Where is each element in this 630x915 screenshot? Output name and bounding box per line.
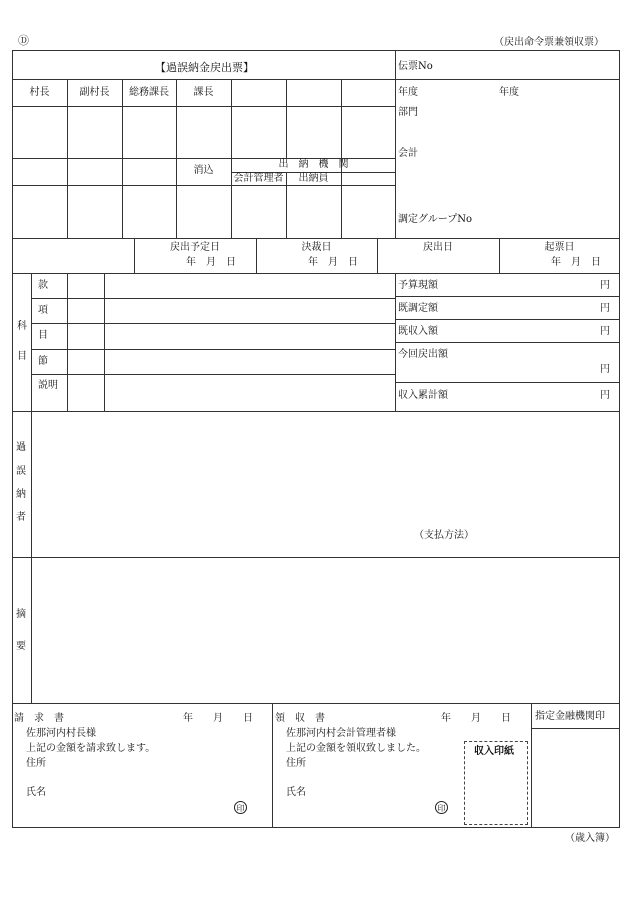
budget-amount-label: 予算現額 <box>398 280 438 291</box>
payer-label-char-4: 者 <box>16 512 26 523</box>
received-yen: 円 <box>600 326 610 337</box>
cumulative-amount-label: 収入累計額 <box>398 390 448 401</box>
receipt-seal-mark: 印 <box>435 801 448 814</box>
revenue-stamp-label: 収入印紙 <box>474 746 514 757</box>
issue-date-ymd: 年 月 日 <box>551 257 601 268</box>
cashier-label: 出納員 <box>298 173 329 184</box>
payment-method-label: （支払方法） <box>414 530 474 541</box>
department-label: 部門 <box>398 107 418 118</box>
planned-date-label: 戻出予定日 <box>170 242 220 253</box>
subject-row-setsu: 節 <box>38 356 48 367</box>
form-type-label: （戻出命令票兼領収票） <box>494 37 604 48</box>
claim-statement: 上記の金額を請求致します。 <box>26 743 156 754</box>
this-refund-yen: 円 <box>600 364 610 375</box>
receipt-name-label: 氏名 <box>286 787 306 798</box>
cumulative-yen: 円 <box>600 390 610 401</box>
treasury-label: 出 納 機 関 <box>278 159 349 170</box>
issue-date-label: 起票日 <box>544 242 575 253</box>
refund-date-label: 戻出日 <box>423 242 453 253</box>
receipt-addressee: 佐那河内村会計管理者様 <box>286 728 396 739</box>
claim-address-label: 住所 <box>26 758 46 769</box>
payer-label-char-3: 納 <box>16 489 26 500</box>
subject-row-moku: 目 <box>38 330 48 341</box>
claim-name-label: 氏名 <box>26 787 46 798</box>
planned-date-ymd: 年 月 日 <box>186 257 236 268</box>
approval-section-chief: 課長 <box>193 87 214 98</box>
payer-label-char-1: 過 <box>16 442 26 453</box>
revenue-book-label: （歳入簿） <box>565 833 615 844</box>
slip-no-label: 伝票No <box>398 61 433 72</box>
decision-date-ymd: 年 月 日 <box>308 257 358 268</box>
payer-label-char-2: 誤 <box>16 466 26 477</box>
accounting-label: 会計 <box>398 148 418 159</box>
form-mark: Ⓓ <box>18 34 29 47</box>
claim-seal-mark: 印 <box>234 801 247 814</box>
adjusted-amount-label: 既調定額 <box>398 303 438 314</box>
receipt-date: 年 月 日 <box>441 713 511 724</box>
subject-row-description: 説明 <box>38 380 58 391</box>
erasure-label: 消込 <box>193 165 214 176</box>
subject-row-kan: 款 <box>38 280 48 291</box>
budget-yen: 円 <box>600 280 610 291</box>
this-refund-label: 今回戻出額 <box>398 349 448 360</box>
receipt-address-label: 住所 <box>286 758 306 769</box>
summary-label-char-2: 要 <box>16 641 26 652</box>
subject-label-char-2: 目 <box>17 351 27 362</box>
claim-date: 年 月 日 <box>183 713 253 724</box>
receipt-statement: 上記の金額を領収致しました。 <box>286 743 426 754</box>
accounting-manager-label: 会計管理者 <box>233 173 284 184</box>
summary-label-char-1: 摘 <box>16 609 26 620</box>
received-amount-label: 既収入額 <box>398 326 438 337</box>
claim-addressee: 佐那河内村長様 <box>26 728 96 739</box>
form-title: 【過誤納金戻出票】 <box>155 61 254 74</box>
receipt-title: 領 収 書 <box>275 713 325 724</box>
approval-village-head: 村長 <box>29 87 50 98</box>
subject-row-kou: 項 <box>38 305 48 316</box>
fiscal-year-label-2: 年度 <box>499 87 519 98</box>
fiscal-year-label-1: 年度 <box>398 87 418 98</box>
designated-bank-seal-label: 指定金融機関印 <box>535 711 605 722</box>
decision-date-label: 決裁日 <box>301 242 332 253</box>
subject-label-char-1: 科 <box>17 321 27 332</box>
adjust-group-label: 調定グループNo <box>398 214 472 225</box>
approval-deputy-head: 副村長 <box>79 87 110 98</box>
claim-title: 請 求 書 <box>14 713 64 724</box>
approval-general-affairs-chief: 総務課長 <box>129 87 169 98</box>
adjusted-yen: 円 <box>600 303 610 314</box>
